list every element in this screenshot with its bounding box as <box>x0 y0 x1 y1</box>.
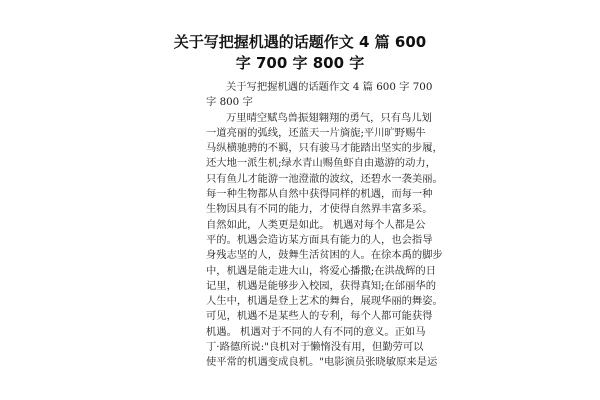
body-line: 万里晴空赋鸟兽振翅翱翔的勇气，只有鸟儿划 <box>226 111 432 124</box>
body-line: 中，机遇是能走进大山，将爱心播撒;在洪战辉的日 <box>206 264 436 277</box>
body-line: 还大地一派生机;绿水青山赐鱼虾自由遨游的动力， <box>206 157 436 170</box>
document-title <box>150 32 450 74</box>
body-line: 身残志坚的人，鼓舞生活贫困的人。在徐本禹的脚步 <box>206 249 443 262</box>
body-line: 自然如此，人类更是如此。 机遇对每个人都是公 <box>206 218 426 231</box>
body-line: 关于写把握机遇的话题作文 4 篇 600 字 700 <box>226 81 433 93</box>
body-line: 每一种生物都从自然中获得同样的机遇，而每一种 <box>206 188 433 201</box>
body-line: 生物因具有不同的能力，才使得自然界丰富多采。 <box>206 203 433 216</box>
title-line-2: 字 700 字 800 字 <box>235 54 365 72</box>
title-line-1: 关于写把握机遇的话题作文 4 篇 600 <box>173 33 427 51</box>
body-line: 一道亮丽的弧线，还蓝天一片旖旎;平川旷野赐牛 <box>206 126 426 139</box>
body-line: 只有鱼儿才能游一池澄澈的波纹，还碧水一袭美丽。 <box>206 172 443 185</box>
body-line: 平的。机遇会造访某方面具有能力的人，也会指导 <box>206 233 433 246</box>
body-line: 机遇。 机遇对于不同的人有不同的意义。正如马 <box>206 325 426 338</box>
document-body <box>206 80 443 371</box>
body-line: 记里，机遇是能够步入校园，获得真知;在邰丽华的 <box>206 279 436 292</box>
body-line: 可见，机遇不是某些人的专利，每个人都可能获得 <box>206 310 433 323</box>
body-line: 丁·路德所说:"良机对于懒惰没有用，但勤劳可以 <box>206 341 424 354</box>
body-line: 使平常的机遇变成良机。"电影演员张晓敏原来是运 <box>206 356 438 369</box>
body-line: 马纵横驰骋的不羁，只有骏马才能踏出坚实的步履， <box>206 142 443 155</box>
body-line: 字 800 字 <box>206 96 253 109</box>
body-line: 人生中，机遇是登上艺术的舞台，展现华丽的舞姿。 <box>206 295 443 308</box>
